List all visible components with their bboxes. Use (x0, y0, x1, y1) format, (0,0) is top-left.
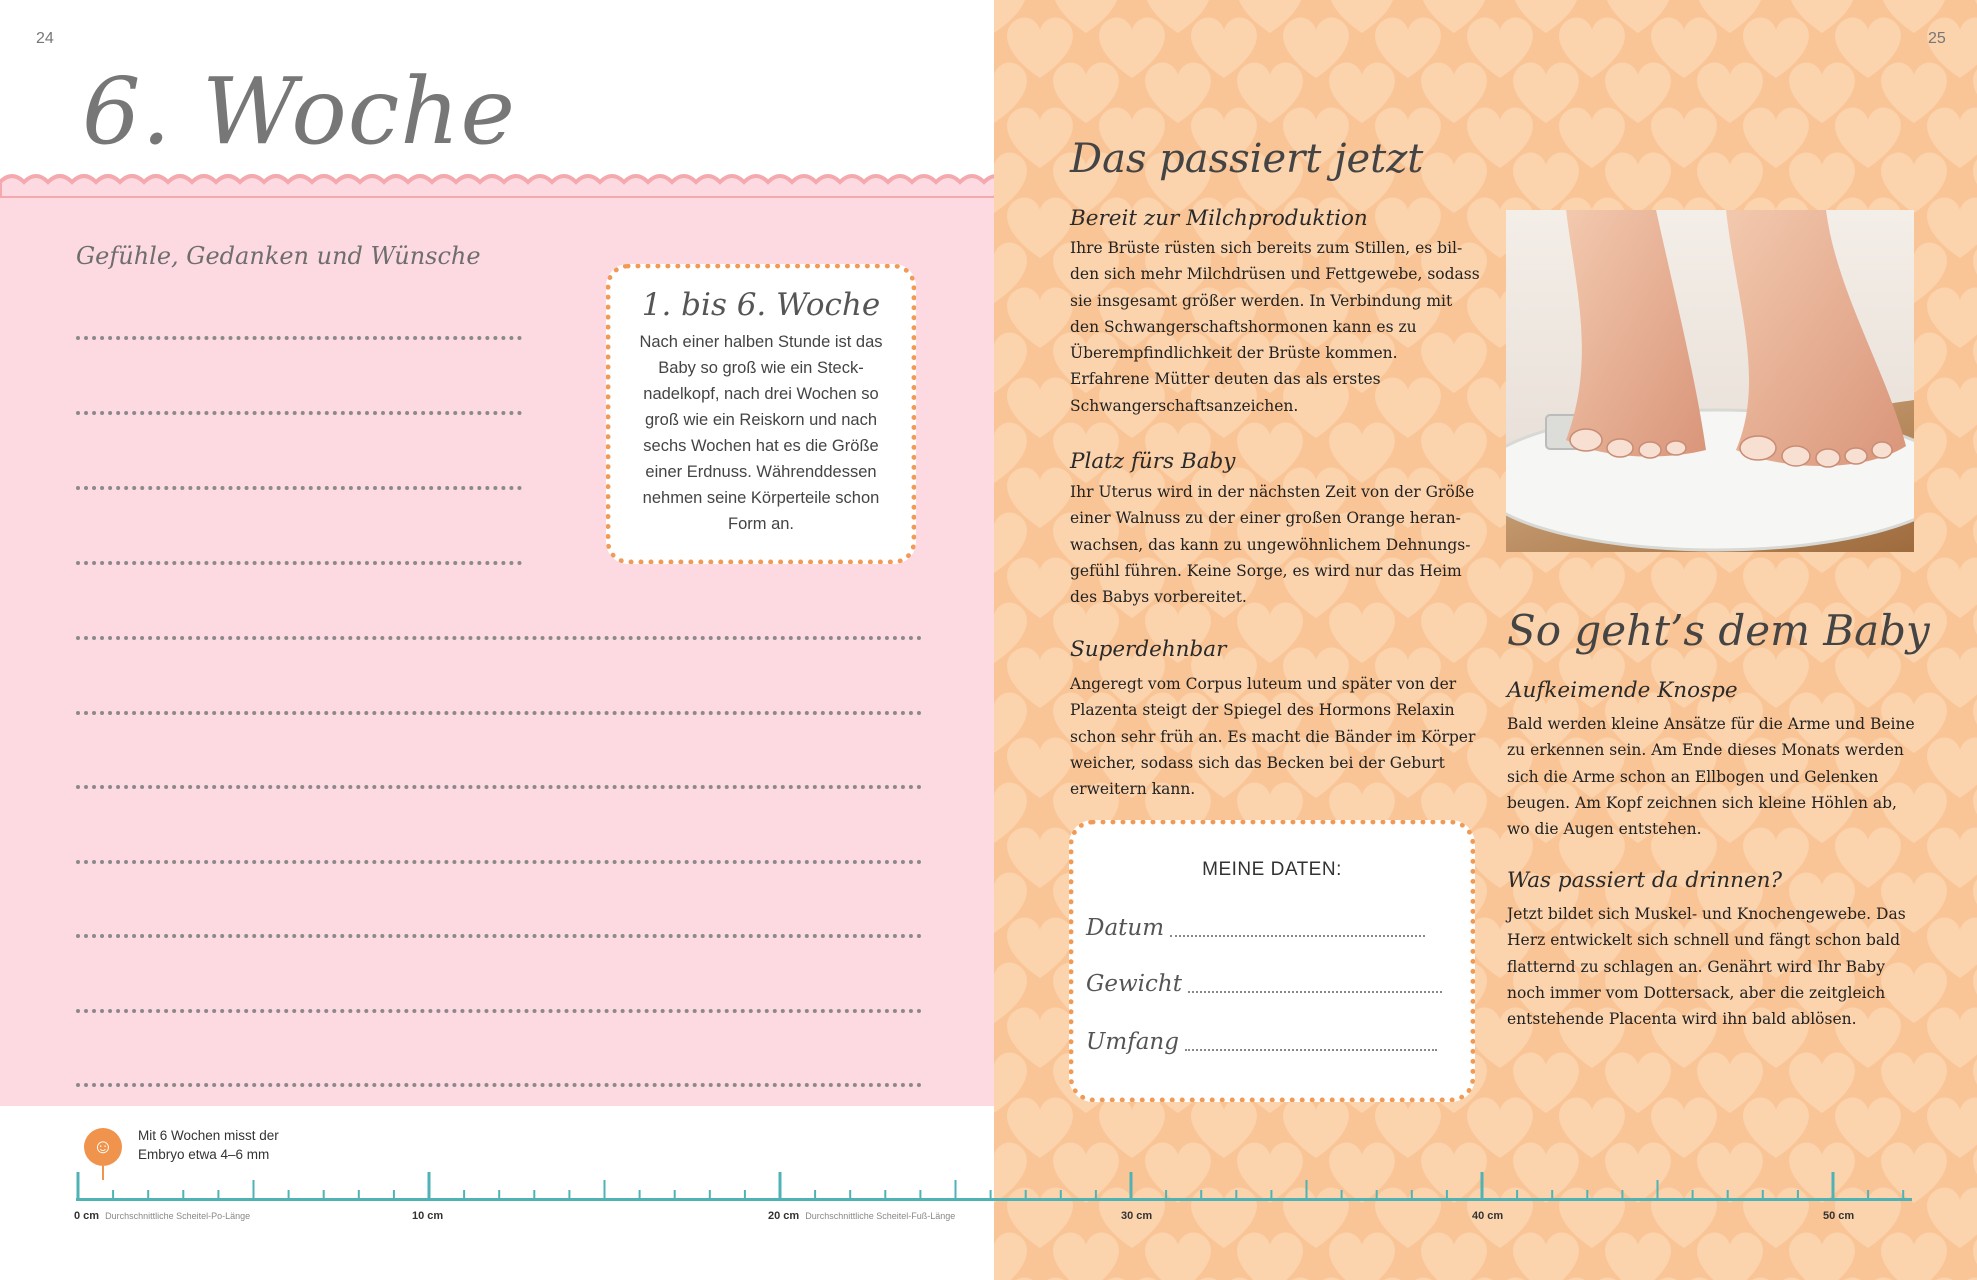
inside-heading: Was passiert da drinnen? (1507, 868, 1783, 893)
my-data-box (1069, 820, 1475, 1102)
ruler-label-30-value: 30 cm (1121, 1210, 1153, 1222)
writing-line[interactable] (76, 336, 522, 340)
writing-line[interactable] (76, 785, 922, 789)
wave-border (0, 168, 994, 198)
heading-now: Das passiert jetzt (1070, 136, 1424, 182)
writing-line[interactable] (76, 1009, 922, 1013)
ruler-label-30 (1121, 1210, 1152, 1222)
date-field[interactable] (1086, 915, 1425, 941)
data-box-title: MEINE DATEN: (1202, 859, 1342, 880)
date-input-line[interactable] (1170, 935, 1425, 937)
ruler-note-line1: Mit 6 Wochen misst der (138, 1128, 279, 1143)
ruler-label-0 (74, 1210, 250, 1222)
ruler-label-40 (1472, 1210, 1503, 1222)
stretch-text: Angeregt vom Corpus luteum und später von der Plazenta steigt der Spiegel des Hormons Relaxin schon sehr früh an. Es macht die Bänder im Körper weicher, sodass sich das Becken bei der Geburt erweitern kann. (1070, 675, 1476, 799)
stretch-heading: Superdehnbar (1070, 637, 1227, 662)
embryo-marker-icon: ☺ (84, 1128, 122, 1166)
page-number-left: 24 (36, 30, 54, 47)
writing-line[interactable] (76, 486, 522, 490)
weight-label: Gewicht (1086, 971, 1182, 997)
info-box (606, 264, 916, 564)
writing-line[interactable] (76, 561, 522, 565)
weight-field[interactable] (1086, 971, 1442, 997)
ruler-label-40-value: 40 cm (1472, 1210, 1504, 1222)
writing-line[interactable] (76, 711, 922, 715)
ruler-label-20 (768, 1210, 955, 1222)
writing-line[interactable] (76, 934, 922, 938)
date-label: Datum (1086, 915, 1165, 941)
ruler-label-0-desc: Durchschnittliche Scheitel-Po-Länge (105, 1211, 251, 1221)
size-input-line[interactable] (1185, 1049, 1437, 1051)
ruler-ticks (0, 1170, 1977, 1210)
ruler-label-50 (1823, 1210, 1854, 1222)
milk-text: Ihre Brüste rüsten sich bereits zum Stillen, es bil-den sich mehr Milchdrüsen und Fettgewebe, sodass sie insgesamt größer werden. In Verbindung mit den Schwangerschaftshormonen kann es zu Überempfindlichkeit der Brüste kommen. Erfahrene Mütter deuten das als erstes Schwangerschaftsanzeichen. (1070, 239, 1480, 415)
bud-heading: Aufkeimende Knospe (1507, 678, 1738, 703)
ruler-label-20-desc: Durchschnittliche Scheitel-Fuß-Länge (805, 1211, 956, 1221)
page-number-right: 25 (1928, 30, 1946, 47)
ruler-label-10-value: 10 cm (412, 1210, 444, 1222)
ruler-line (76, 1198, 1912, 1201)
size-label: Umfang (1086, 1029, 1179, 1055)
ruler-label-10 (412, 1210, 443, 1222)
writing-line[interactable] (76, 1083, 922, 1087)
ruler-label-20-value: 20 cm (768, 1210, 800, 1222)
ruler-label-50-value: 50 cm (1823, 1210, 1855, 1222)
journal-heading: Gefühle, Gedanken und Wünsche (76, 242, 481, 270)
ruler-label-0-value: 0 cm (74, 1210, 100, 1222)
ruler-note (138, 1126, 279, 1164)
heading-baby: So geht’s dem Baby (1507, 606, 1930, 655)
writing-line[interactable] (76, 860, 922, 864)
info-box-title: 1. bis 6. Woche (641, 287, 881, 323)
writing-line[interactable] (76, 411, 522, 415)
info-box-text: Nach einer halben Stunde ist das Baby so groß wie ein Steck-nadelkopf, nach drei Wochen so groß wie ein Reiskorn und nach sechs Wochen hat es die Größe einer Erdnuss. Währenddessen nehmen seine Körperteile schon Form an. (639, 333, 883, 533)
ruler-note-line2: Embryo etwa 4–6 mm (138, 1147, 270, 1162)
milk-heading: Bereit zur Milchproduktion (1070, 206, 1368, 231)
space-heading: Platz fürs Baby (1070, 449, 1236, 474)
space-text: Ihr Uterus wird in der nächsten Zeit von der Größe einer Walnuss zu der einer großen Orange heran-wachsen, das kann zu ungewöhnlichem Dehnungs-gefühl führen. Keine Sorge, es wird nur das Heim des Babys vorbereitet. (1070, 483, 1475, 607)
bud-text: Bald werden kleine Ansätze für die Arme und Beine zu erkennen sein. Am Ende dieses Monats werden sich die Arme schon an Ellbogen und Gelenken beugen. Am Kopf zeichnen sich kleine Höhlen ab, wo die Augen entstehen. (1507, 715, 1915, 839)
writing-line[interactable] (76, 636, 922, 640)
page-title: 6. Woche (82, 58, 516, 165)
inside-text: Jetzt bildet sich Muskel- und Knochengewebe. Das Herz entwickelt sich schnell und fängt schon bald flatternd zu schlagen an. Genährt wird Ihr Baby noch immer vom Dottersack, aber die zeitgleich entstehende Placenta wird ihn bald ablösen. (1507, 905, 1906, 1029)
photo-feet-on-scale (1506, 210, 1914, 552)
weight-input-line[interactable] (1188, 991, 1442, 993)
size-field[interactable] (1086, 1029, 1437, 1055)
